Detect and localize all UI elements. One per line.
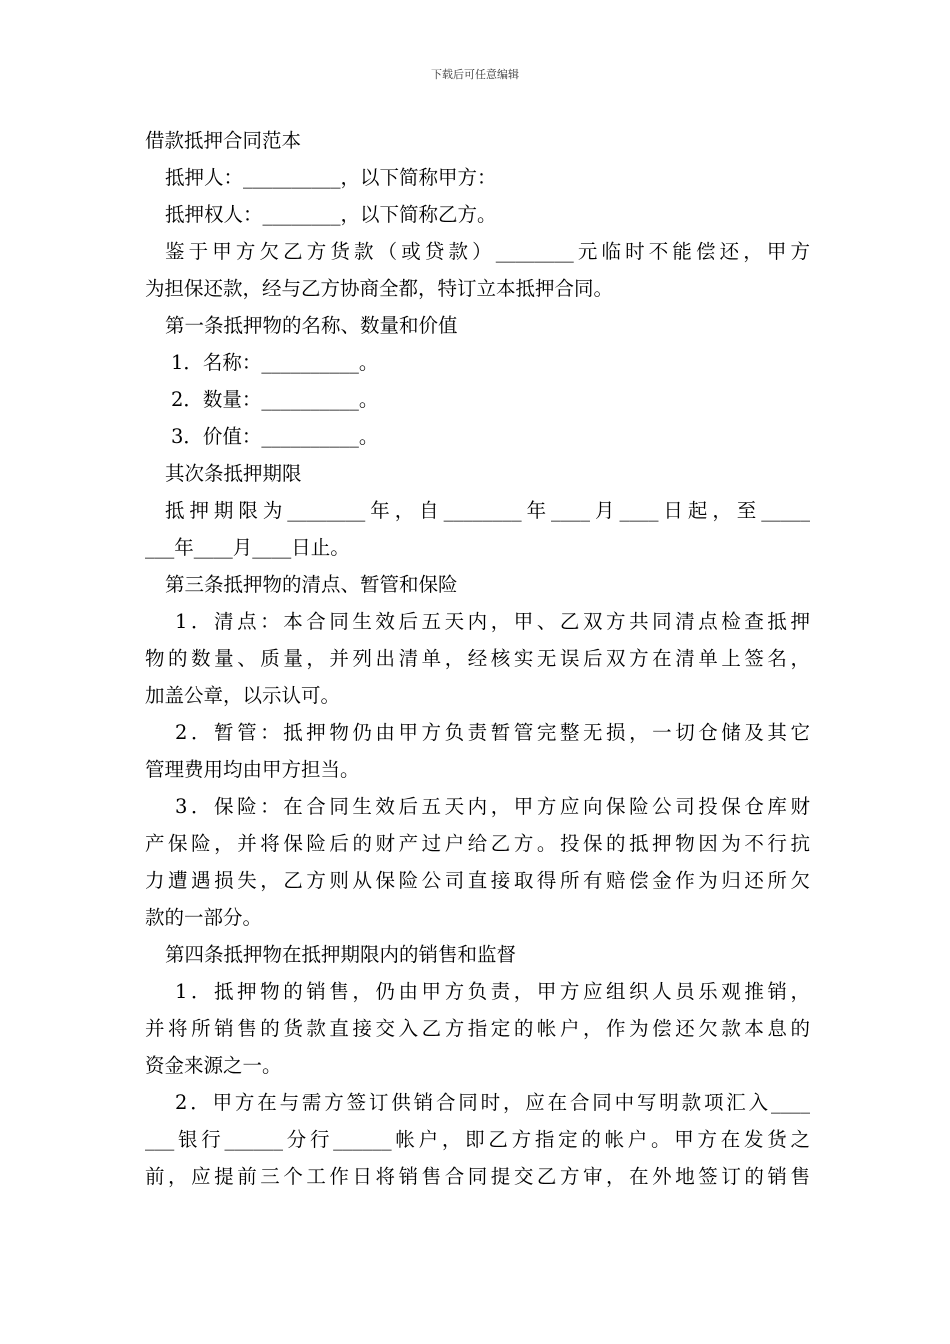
text-line: ___银行______分行______帐户，即乙方指定的帐户。甲方在发货之 bbox=[145, 1128, 810, 1151]
text-line: 1．名称：__________。 bbox=[171, 351, 379, 374]
text-line: 产保险，并将保险后的财产过户给乙方。投保的抵押物因为不行抗 bbox=[145, 832, 810, 855]
page-header: 下载后可任意编辑 bbox=[431, 68, 519, 81]
text-line: 物的数量、质量，并列出清单，经核实无误后双方在清单上签名， bbox=[145, 647, 810, 670]
text-line: 力遭遇损失，乙方则从保险公司直接取得所有赔偿金作为归还所欠 bbox=[145, 869, 810, 892]
text-line: 3．保险：在合同生效后五天内，甲方应向保险公司投保仓库财 bbox=[175, 795, 810, 818]
text-line: 抵押权人：________，以下简称乙方。 bbox=[165, 203, 497, 226]
text-line: 抵押人：__________，以下简称甲方： bbox=[165, 166, 497, 189]
text-line: 2．甲方在与需方签订供销合同时，应在合同中写明款项汇入____ bbox=[175, 1091, 810, 1114]
text-line: 加盖公章，以示认可。 bbox=[145, 684, 341, 707]
text-line: 2．数量：__________。 bbox=[171, 388, 379, 411]
text-line: 第一条抵押物的名称、数量和价值 bbox=[165, 314, 458, 337]
document-body bbox=[145, 122, 810, 1195]
text-line: 鉴于甲方欠乙方货款（或贷款）________元临时不能偿还，甲方 bbox=[165, 240, 810, 263]
text-line: 为担保还款，经与乙方协商全都，特订立本抵押合同。 bbox=[145, 277, 614, 300]
text-line: ___年____月____日止。 bbox=[145, 536, 350, 559]
text-line: 其次条抵押期限 bbox=[165, 462, 302, 485]
text-line: 借款抵押合同范本 bbox=[145, 129, 302, 152]
text-line: 资金来源之一。 bbox=[145, 1054, 282, 1077]
text-line: 2．暂管：抵押物仍由甲方负责暂管完整无损，一切仓储及其它 bbox=[175, 721, 810, 744]
text-line: 前，应提前三个工作日将销售合同提交乙方审，在外地签订的销售 bbox=[145, 1165, 810, 1188]
text-line: 抵押期限为________年，自________年____月____日起，至_____ bbox=[165, 499, 810, 522]
text-line: 管理费用均由甲方担当。 bbox=[145, 758, 360, 781]
text-line: 1．清点：本合同生效后五天内，甲、乙双方共同清点检查抵押 bbox=[175, 610, 810, 633]
text-line: 并将所销售的货款直接交入乙方指定的帐户，作为偿还欠款本息的 bbox=[145, 1017, 810, 1040]
text-line: 3．价值：__________。 bbox=[171, 425, 379, 448]
text-line: 第四条抵押物在抵押期限内的销售和监督 bbox=[165, 943, 517, 966]
text-line: 1．抵押物的销售，仍由甲方负责，甲方应组织人员乐观推销， bbox=[175, 980, 810, 1003]
text-line: 第三条抵押物的清点、暂管和保险 bbox=[165, 573, 458, 596]
text-line: 款的一部分。 bbox=[145, 906, 263, 929]
